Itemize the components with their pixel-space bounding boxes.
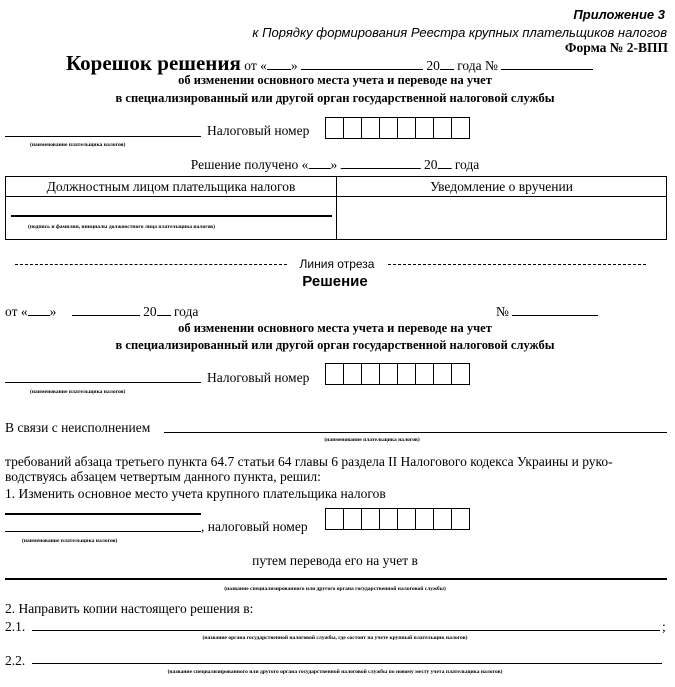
item2-2-field[interactable] <box>32 663 662 664</box>
quote-close: » <box>330 157 338 172</box>
item1-taxpayer-field-2[interactable] <box>5 531 201 532</box>
transfer-caption: (название специализированного или другого органа государственной налоговой службы) <box>224 586 446 592</box>
month-field[interactable] <box>301 59 423 70</box>
item2-1-label: 2.1. <box>5 619 26 634</box>
transfer-label: путем перевода его на учет в <box>252 553 418 568</box>
item1-tax-number-boxes[interactable] <box>325 508 470 530</box>
year-field[interactable] <box>157 305 171 316</box>
stub-tax-number-label: Налоговый номер <box>207 123 310 138</box>
item2-2-caption: (название специализированного или другого органа государственной налоговой службы по новому месту учета плательщика налогов) <box>167 669 503 675</box>
quote-close: » <box>290 58 298 73</box>
appendix-subtitle: к Порядку формирования Реестра крупных плательщиков налогов <box>252 25 667 40</box>
cut-line-label: Линия отреза <box>299 257 375 271</box>
non-compliance-caption: (наименование плательщика налогов) <box>324 437 420 443</box>
stub-subject-line1: об изменении основного места учета и переводе на учет <box>178 73 492 87</box>
paragraph-line2: водствуясь абзацем четвертым данного пункта, решил: <box>5 469 321 484</box>
year-number-label: года № <box>457 58 498 73</box>
year-field[interactable] <box>440 59 454 70</box>
number-label: № <box>496 304 509 319</box>
item1-text: 1. Изменить основное место учета крупного плательщика налогов <box>5 486 386 501</box>
stub-subject-line2: в специализированный или другой орган государственной налоговой службы <box>115 91 555 105</box>
decision-subject-line2: в специализированный или другой орган государственной налоговой службы <box>115 338 555 352</box>
receipt-table <box>5 176 667 240</box>
appendix-label: Приложение 3 <box>573 7 665 22</box>
non-compliance-label: В связи с неисполнением <box>5 420 151 435</box>
item2-1-semicolon: ; <box>662 619 666 634</box>
decision-tax-number-boxes[interactable] <box>325 363 470 385</box>
month-field[interactable] <box>72 305 140 316</box>
cut-line-right <box>388 264 646 265</box>
signature-cell[interactable] <box>6 197 337 240</box>
item2-text: 2. Направить копии настоящего решения в: <box>5 601 254 616</box>
col-official: Должностным лицом плательщика налогов <box>6 177 337 197</box>
item1-taxpayer-field-1[interactable] <box>5 513 201 515</box>
decision-title: Решение <box>302 273 368 290</box>
stub-tax-number-boxes[interactable] <box>325 117 470 139</box>
stub-title-row <box>66 53 593 74</box>
day-field[interactable] <box>267 59 291 70</box>
non-compliance-field[interactable] <box>164 432 667 433</box>
paragraph-line1: требований абзаца третьего пункта 64.7 статьи 64 главы 6 раздела II Налогового кодекса Украины и руко- <box>5 454 613 469</box>
received-row <box>191 158 480 172</box>
item2-1-field[interactable] <box>32 630 660 631</box>
item2-1-caption: (название органа государственной налоговой службы, где состоит на учете крупный плательщик налогов) <box>202 635 468 641</box>
received-label: Решение получено « <box>190 157 309 172</box>
year-prefix: 20 <box>423 157 438 172</box>
decision-taxpayer-caption: (наименование плательщика налогов) <box>30 389 126 395</box>
stub-number-field[interactable] <box>501 59 593 70</box>
cut-line-left <box>15 264 287 265</box>
decision-subject-line1: об изменении основного места учета и переводе на учет <box>178 321 492 335</box>
decision-taxpayer-field[interactable] <box>5 382 201 383</box>
day-field[interactable] <box>28 305 50 316</box>
year-label: года <box>173 304 199 319</box>
quote-close: » <box>49 304 57 319</box>
received-year-field[interactable] <box>437 158 451 169</box>
item2-2-label: 2.2. <box>5 653 26 668</box>
signature-line <box>11 215 332 217</box>
decision-date-row <box>5 305 198 319</box>
year-label: года <box>454 157 480 172</box>
decision-number-field[interactable] <box>512 305 598 316</box>
col-notification: Уведомление о вручении <box>337 177 667 197</box>
stub-taxpayer-field[interactable] <box>5 136 201 137</box>
date-from-label: от « <box>5 304 28 319</box>
received-month-field[interactable] <box>341 158 421 169</box>
form-number: Форма № 2-ВПП <box>564 40 668 55</box>
item1-caption: (наименование плательщика налогов) <box>22 538 118 544</box>
received-day-field[interactable] <box>308 158 330 169</box>
notification-cell[interactable] <box>337 197 667 240</box>
decision-number-row <box>496 305 598 319</box>
signature-caption: (подпись и фамилия, инициалы должностного лица плательщика налогов) <box>28 224 215 230</box>
transfer-field[interactable] <box>5 578 667 580</box>
year-prefix: 20 <box>143 304 157 319</box>
year-prefix: 20 <box>426 58 440 73</box>
stub-title: Корешок решения <box>66 51 241 75</box>
stub-taxpayer-caption: (наименование плательщика налогов) <box>30 142 126 148</box>
decision-tax-number-label: Налоговый номер <box>207 370 310 385</box>
item1-tax-number-label: , налоговый номер <box>201 519 308 534</box>
date-from-label: от « <box>244 58 267 73</box>
